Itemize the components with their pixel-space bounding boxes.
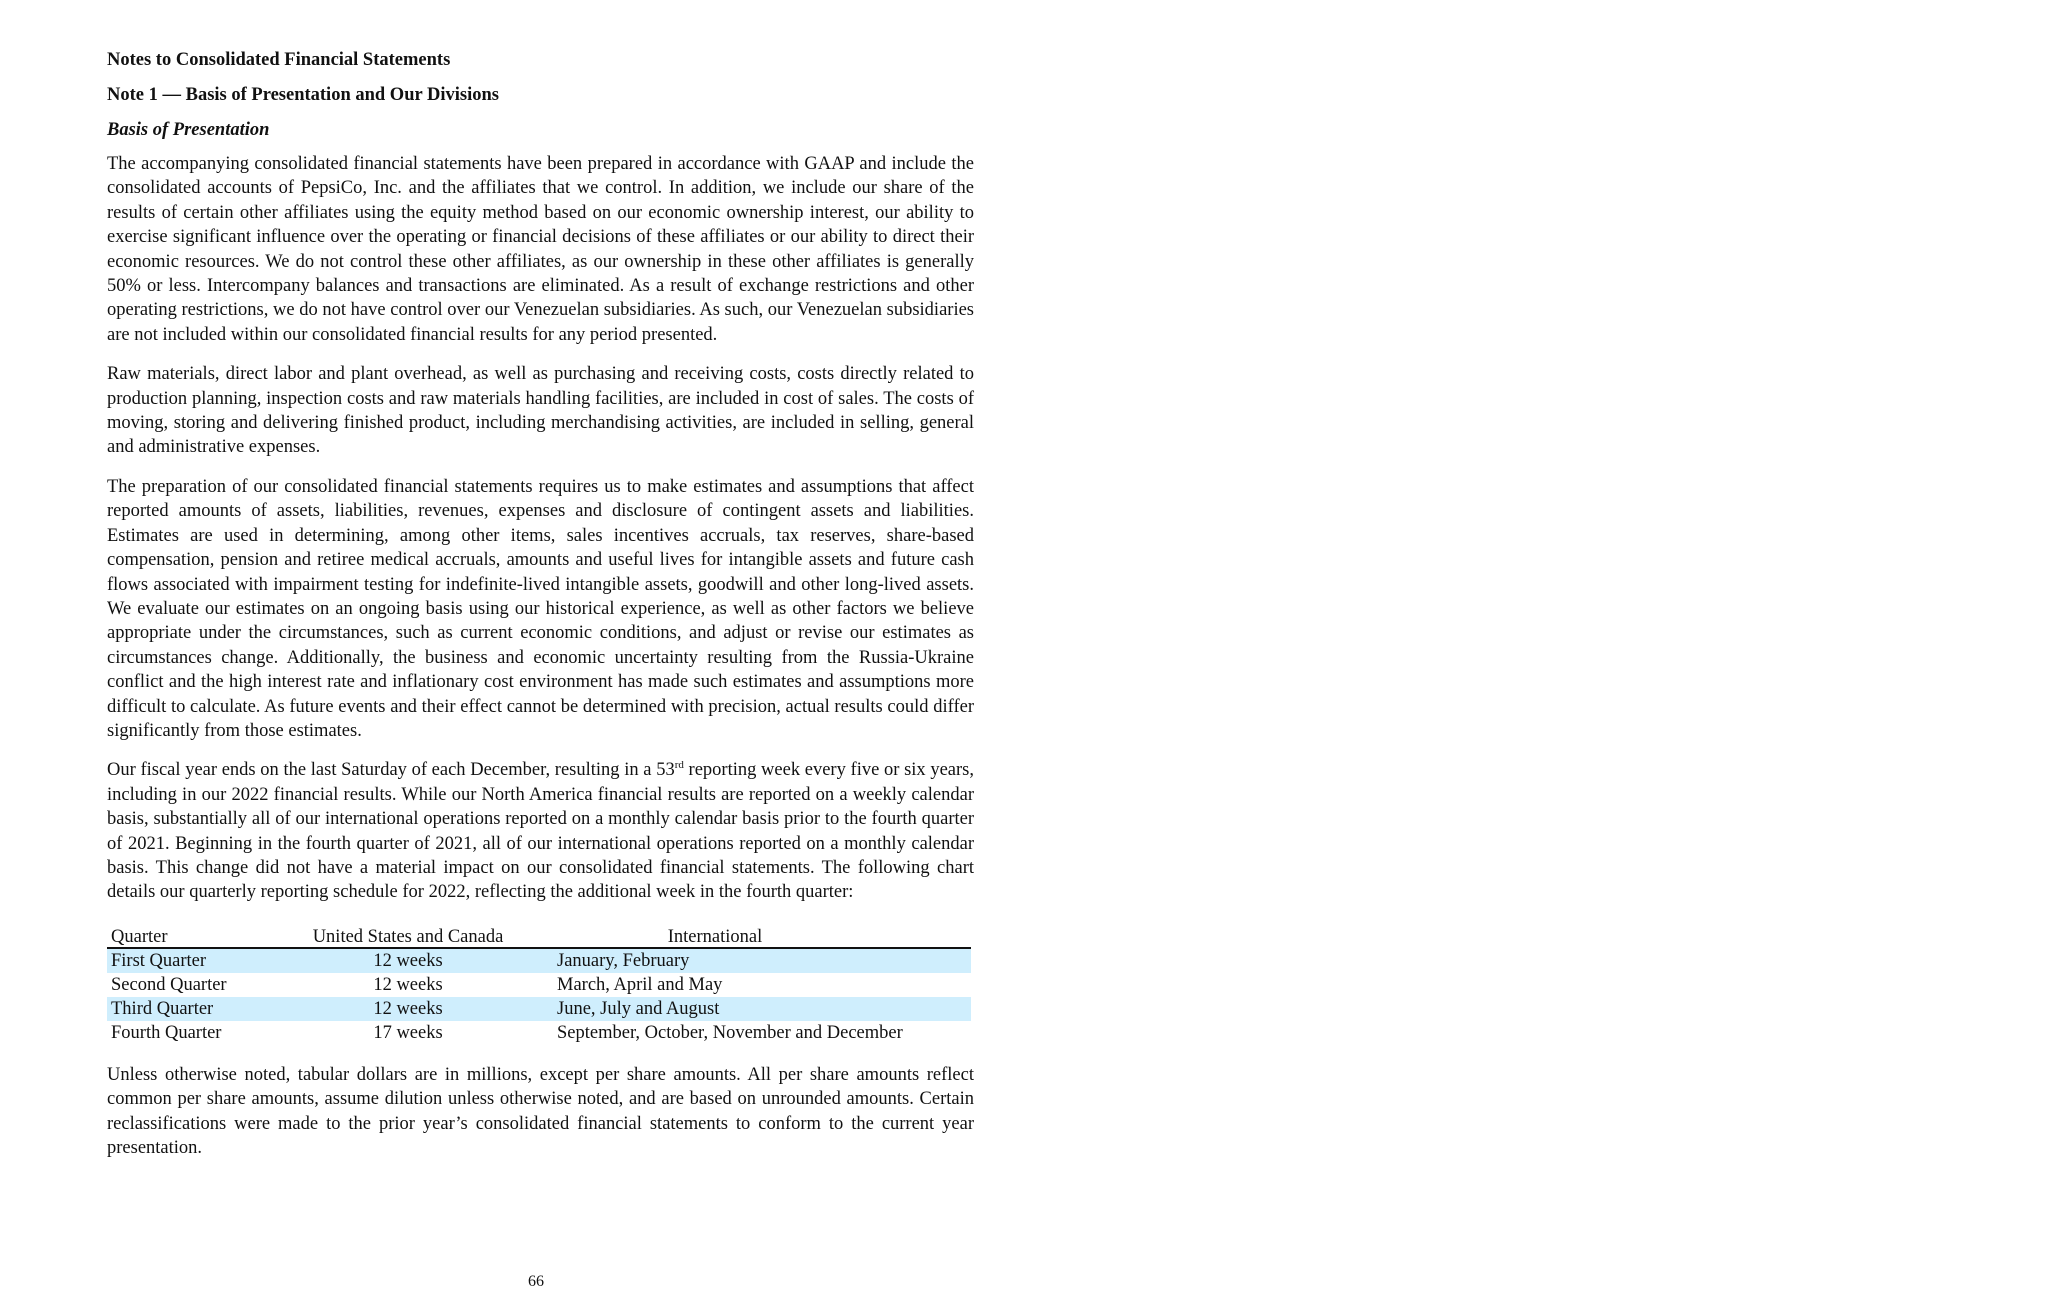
- header-us-canada: United States and Canada: [301, 927, 515, 948]
- cell-international: January, February: [515, 948, 971, 973]
- page-content: [107, 48, 974, 1175]
- cell-us-canada: 12 weeks: [373, 974, 443, 995]
- fiscal-text-after: reporting week every five or six years, including in our 2022 financial results. While our North America financial results are reported on a weekly calendar basis, substantially all of our international operations reported on a monthly calendar basis prior to the fourth quarter of 2021. Beginning in the fourth quarter of 2021, all of our international operations reported on a monthly calendar basis. This change did not have a material impact on our consolidated financial statements. The following chart details our quarterly reporting schedule for 2022, reflecting the additional week in the fourth quarter:: [107, 760, 974, 903]
- table-row: [107, 1021, 971, 1045]
- paragraph-basis: The accompanying consolidated financial statements have been prepared in accordance with GAAP and include the consolidated accounts of PepsiCo, Inc. and the affiliates that we control. In addition, we include our share of the results of certain other affiliates using the equity method based on our economic ownership interest, our ability to exercise significant influence over the operating or financial decisions of these affiliates or our ability to direct their economic resources. We do not control these other affiliates, as our ownership in these other affiliates is generally 50% or less. Intercompany balances and transactions are eliminated. As a result of exchange restrictions and other operating restrictions, we do not have control over our Venezuelan subsidiaries. As such, our Venezuelan subsidiaries are not included within our consolidated financial results for any period presented.: [107, 154, 974, 345]
- cell-quarter: Third Quarter: [107, 997, 301, 1021]
- page-number: 66: [528, 1273, 544, 1290]
- paragraph-cost-of-sales: Raw materials, direct labor and plant overhead, as well as purchasing and receiving costs, costs directly related to production planning, inspection costs and raw materials handling facilities, are included in cost of sales. The costs of moving, storing and delivering finished product, including merchandising activities, are included in selling, general and administrative expenses.: [107, 364, 974, 458]
- cell-quarter: Second Quarter: [111, 974, 227, 995]
- table-row: [107, 973, 971, 997]
- table-header-row: [107, 927, 971, 948]
- paragraph-closing: Unless otherwise noted, tabular dollars are in millions, except per share amounts. All per share amounts reflect common per share amounts, assume dilution unless otherwise noted, and are based on unrounded amounts. Certain reclassifications were made to the prior year’s consolidated financial statements to conform to the current year presentation.: [107, 1064, 974, 1158]
- cell-us-canada: 12 weeks: [301, 997, 515, 1021]
- fiscal-text-before: Our fiscal year ends on the last Saturday of each December, resulting in a 53: [107, 760, 675, 781]
- cell-international: September, October, November and December: [557, 1022, 903, 1043]
- document-title: Notes to Consolidated Financial Statements: [107, 50, 451, 70]
- cell-us-canada: 12 weeks: [301, 948, 515, 973]
- quarterly-schedule-table: [107, 927, 971, 1045]
- header-quarter: Quarter: [107, 927, 301, 948]
- fiscal-superscript: rd: [674, 759, 684, 772]
- cell-us-canada: 17 weeks: [373, 1022, 443, 1043]
- cell-quarter: First Quarter: [107, 948, 301, 973]
- paragraph-fiscal-year: [107, 758, 974, 904]
- paragraph-estimates: The preparation of our consolidated financial statements requires us to make estimates and assumptions that affect reported amounts of assets, liabilities, revenues, expenses and disclosure of contingent assets and liabilities. Estimates are used in determining, among other items, sales incentives accruals, tax reserves, share-based compensation, pension and retiree medical accruals, amounts and useful lives for intangible assets and future cash flows associated with impairment testing for indefinite-lived intangible assets, goodwill and other long-lived assets. We evaluate our estimates on an ongoing basis using our historical experience, as well as other factors we believe appropriate under the circumstances, such as current economic conditions, and adjust or revise our estimates as circumstances change. Additionally, the business and economic uncertainty resulting from the Russia-Ukraine conflict and the high interest rate and inflationary cost environment has made such estimates and assumptions more difficult to calculate. As future events and their effect cannot be determined with precision, actual results could differ significantly from those estimates.: [107, 476, 974, 741]
- section-heading: Basis of Presentation: [107, 120, 270, 140]
- cell-international: June, July and August: [515, 997, 971, 1021]
- cell-international: March, April and May: [557, 974, 723, 995]
- table-row: [107, 948, 971, 973]
- cell-quarter: Fourth Quarter: [111, 1022, 222, 1043]
- header-international: International: [515, 927, 971, 948]
- note-heading: Note 1 — Basis of Presentation and Our Divisions: [107, 85, 499, 105]
- table-row: [107, 997, 971, 1021]
